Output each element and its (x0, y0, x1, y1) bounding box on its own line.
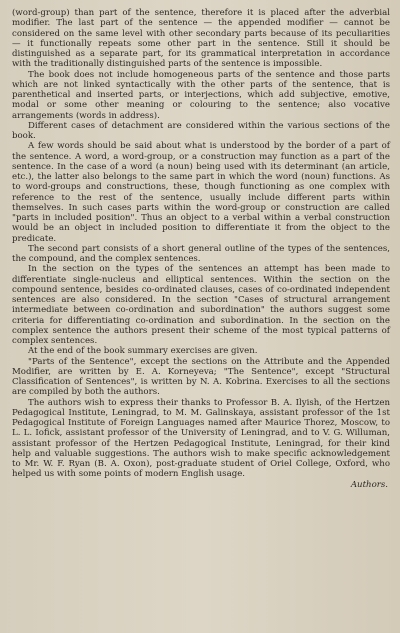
paragraph-exercises: At the end of the book summary exercises are given. (28, 346, 258, 357)
paragraph-exclusions: The book does not include homogeneous parts of the sentence and those parts which are not linked syntactically with the other parts of the sentence, that is parenthetical and inserted parts, or interjections, which add subjective, emotive, modal or some other meaning or colouring to the sentence; also vocative arrangements (words in address). (12, 69, 390, 121)
paragraph-detachment: Different cases of detachment are considered within the various sections of the book. (12, 120, 390, 141)
paragraph-border: A few words should be said about what is understood by the border of a part of the sentence. A word, a word-group, or a construction may function as a part of the sentence. In the case of a word (a noun) being used with its determinant (an article, etc.), the latter also belongs to the same part in which the word (noun) functions. As to word-groups and constructions, these, though functioning as one complex with reference to the rest of the sentence, usually include different parts within themselves. In such cases parts within the word-group or construction are called "parts in included position". Thus an object to a verbal within a verbal construction would be an object in included position to differentiate it from the object to the predicate. (12, 141, 390, 244)
paragraph-continuation: (word-group) than part of the sentence, therefore it is placed after the adverbial modifier. The last part of the sentence — the appended modifier — cannot be considered on the same level with other secondary parts because of its peculiarities — it functionally repeats some other part in the sentence. Still it should be distinguished as a separate part, for its grammatical interpretation in accordance with the traditionally distinguished parts of the sentence is impossible. (12, 8, 390, 70)
paragraph-second-part: The second part consists of a short general outline of the types of the sentences, the compound, and the complex sentences. (12, 243, 390, 264)
signature: Authors. (350, 479, 388, 490)
paragraph-authorship: "Parts of the Sentence", except the sections on the Attribute and the Appended Modifier, are written by E. A. Korneyeva; "The Sentence", except "Structural Classification of Sentences", is written by N. A. Kobrina. Exercises to all the sections are compiled by both the authors. (12, 356, 390, 398)
paragraph-acknowledgements: The authors wish to express their thanks to Professor B. A. Ilyish, of the Hertzen Pedagogical Institute, Leningrad, to M. M. Galinskaya, assistant professor of the 1st Pedagogical Institute of Foreign Languages named after Maurice Thorez, Moscow, to L. L. Iofick, assistant professor of the University of Leningrad, and to V. G. Willuman, assistant professor of the Hertzen Pedagogical Institute, Leningrad, for their kind help and valuable suggestions. The authors wish to make specific acknowledgement to Mr. W. F. Ryan (B. A. Oxon), post-graduate student of Oriel College, Oxford, who helped us with some points of modern English usage. (12, 397, 390, 480)
paragraph-sentence-types: In the section on the types of the sentences an attempt has been made to differentiate single-nucleus and elliptical sentences. Within the section on the compound sentence, besides co-ordinated clauses, cases of co-ordinated independent sentences are also considered. In the section "Cases of structural arrangement intermediate between co-ordination and subordination" the authors suggest some criteria for differentiating co-ordination and subordination. In the section on the complex sentence the authors present their scheme of the most typical patterns of complex sentences. (12, 264, 390, 346)
